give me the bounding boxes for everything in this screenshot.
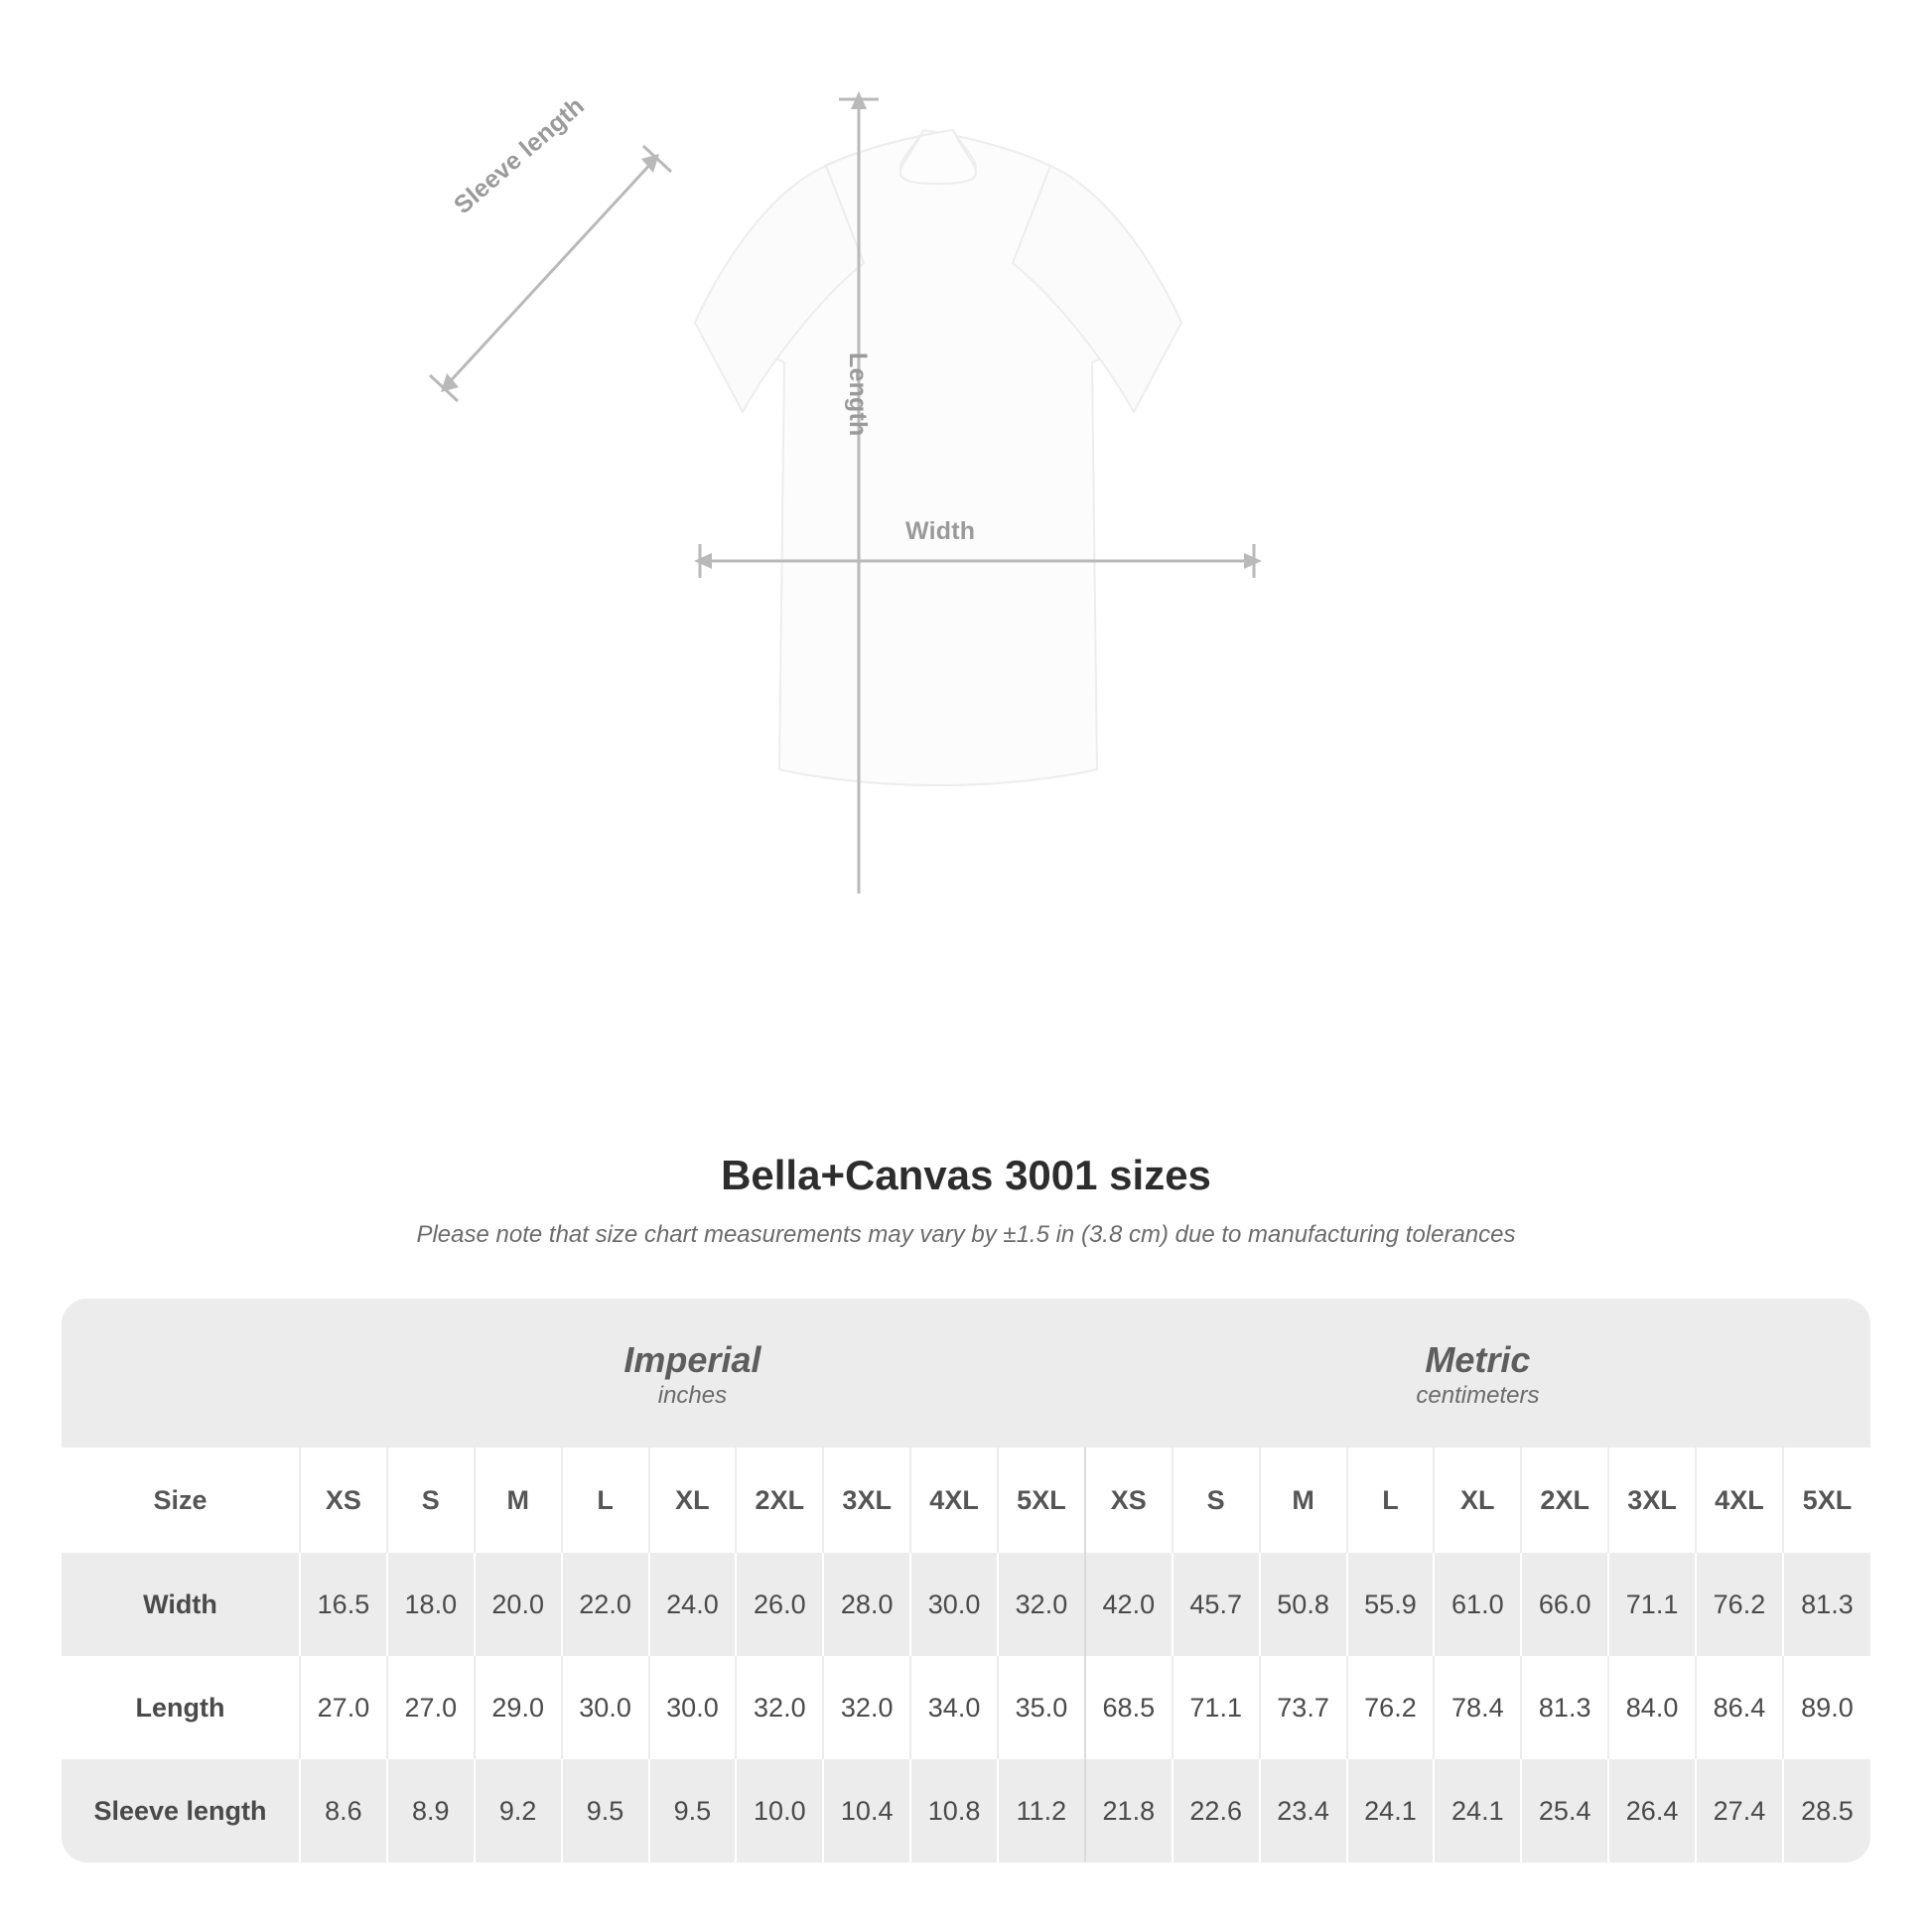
col-head-metric-l: L (1347, 1448, 1435, 1553)
col-head-imperial-l: L (562, 1448, 649, 1553)
cell-length-imperial-xl: 30.0 (649, 1656, 737, 1759)
cell-length-metric-xl: 78.4 (1434, 1656, 1521, 1759)
metric-system-label: Metric (1425, 1338, 1531, 1380)
cell-width-imperial-5xl: 32.0 (998, 1553, 1085, 1656)
cell-length-metric-l: 76.2 (1347, 1656, 1435, 1759)
cell-sleeve-imperial-4xl: 10.8 (910, 1759, 998, 1863)
cell-sleeve-metric-2xl: 25.4 (1521, 1759, 1608, 1863)
row-label-length: Length (62, 1656, 300, 1759)
col-head-metric-2xl: 2XL (1521, 1448, 1608, 1553)
cell-width-metric-4xl: 76.2 (1696, 1553, 1783, 1656)
cell-width-imperial-4xl: 30.0 (910, 1553, 998, 1656)
length-label: Length (844, 352, 872, 437)
tolerance-note: Please note that size chart measurements may vary by ±1.5 in (3.8 cm) due to manufacturing tolerances (416, 1221, 1516, 1248)
cell-sleeve-imperial-l: 9.5 (562, 1759, 649, 1863)
table-row (62, 1759, 1870, 1863)
col-head-imperial-s: S (387, 1448, 475, 1553)
cell-width-imperial-xl: 24.0 (649, 1553, 737, 1656)
cell-length-imperial-2xl: 32.0 (736, 1656, 823, 1759)
col-head-metric-xl: XL (1434, 1448, 1521, 1553)
size-chart-table (62, 1299, 1870, 1863)
metric-unit-label: centimeters (1416, 1381, 1540, 1409)
cell-width-metric-l: 55.9 (1347, 1553, 1435, 1656)
cell-width-metric-5xl: 81.3 (1783, 1553, 1870, 1656)
col-head-imperial-xl: XL (649, 1448, 737, 1553)
cell-width-imperial-3xl: 28.0 (823, 1553, 910, 1656)
cell-sleeve-imperial-3xl: 10.4 (823, 1759, 910, 1863)
cell-width-imperial-2xl: 26.0 (736, 1553, 823, 1656)
cell-sleeve-metric-4xl: 27.4 (1696, 1759, 1783, 1863)
cell-sleeve-metric-5xl: 28.5 (1783, 1759, 1870, 1863)
unit-header-imperial (300, 1299, 1085, 1448)
cell-length-metric-4xl: 86.4 (1696, 1656, 1783, 1759)
cell-length-metric-3xl: 84.0 (1608, 1656, 1696, 1759)
table-row (62, 1656, 1870, 1759)
cell-sleeve-imperial-m: 9.2 (475, 1759, 562, 1863)
cell-sleeve-metric-l: 24.1 (1347, 1759, 1435, 1863)
size-header-label: Size (62, 1448, 300, 1553)
cell-length-metric-s: 71.1 (1173, 1656, 1260, 1759)
unit-header-spacer (62, 1299, 300, 1448)
imperial-system-label: Imperial (623, 1338, 761, 1380)
cell-width-metric-xs: 42.0 (1085, 1553, 1173, 1656)
col-head-imperial-3xl: 3XL (823, 1448, 910, 1553)
col-head-imperial-5xl: 5XL (998, 1448, 1085, 1553)
unit-header-metric (1085, 1299, 1870, 1448)
cell-length-imperial-l: 30.0 (562, 1656, 649, 1759)
col-head-metric-3xl: 3XL (1608, 1448, 1696, 1553)
cell-length-imperial-xs: 27.0 (300, 1656, 387, 1759)
cell-length-imperial-s: 27.0 (387, 1656, 475, 1759)
sleeve-length-label: Sleeve length (449, 91, 590, 220)
col-head-imperial-m: M (475, 1448, 562, 1553)
cell-width-metric-2xl: 66.0 (1521, 1553, 1608, 1656)
cell-width-metric-xl: 61.0 (1434, 1553, 1521, 1656)
garment-illustration (0, 0, 1932, 894)
width-label: Width (905, 517, 976, 545)
cell-length-metric-xs: 68.5 (1085, 1656, 1173, 1759)
cell-sleeve-metric-s: 22.6 (1173, 1759, 1260, 1863)
cell-width-imperial-xs: 16.5 (300, 1553, 387, 1656)
cell-width-metric-m: 50.8 (1260, 1553, 1347, 1656)
cell-length-metric-2xl: 81.3 (1521, 1656, 1608, 1759)
col-head-metric-s: S (1173, 1448, 1260, 1553)
cell-length-metric-5xl: 89.0 (1783, 1656, 1870, 1759)
col-head-imperial-2xl: 2XL (736, 1448, 823, 1553)
col-head-metric-xs: XS (1085, 1448, 1173, 1553)
cell-sleeve-metric-xl: 24.1 (1434, 1759, 1521, 1863)
cell-sleeve-imperial-2xl: 10.0 (736, 1759, 823, 1863)
cell-sleeve-imperial-xs: 8.6 (300, 1759, 387, 1863)
cell-length-imperial-m: 29.0 (475, 1656, 562, 1759)
cell-length-imperial-5xl: 35.0 (998, 1656, 1085, 1759)
cell-width-metric-s: 45.7 (1173, 1553, 1260, 1656)
row-label-sleeve-length: Sleeve length (62, 1759, 300, 1863)
col-head-imperial-4xl: 4XL (910, 1448, 998, 1553)
page-title: Bella+Canvas 3001 sizes (721, 1152, 1211, 1198)
cell-width-metric-3xl: 71.1 (1608, 1553, 1696, 1656)
cell-sleeve-metric-3xl: 26.4 (1608, 1759, 1696, 1863)
cell-width-imperial-m: 20.0 (475, 1553, 562, 1656)
title-block (0, 1152, 1932, 1249)
imperial-unit-label: inches (657, 1381, 728, 1409)
cell-length-metric-m: 73.7 (1260, 1656, 1347, 1759)
cell-sleeve-imperial-5xl: 11.2 (998, 1759, 1085, 1863)
cell-sleeve-imperial-xl: 9.5 (649, 1759, 737, 1863)
cell-sleeve-metric-xs: 21.8 (1085, 1759, 1173, 1863)
measurement-guides (0, 0, 1932, 894)
col-head-metric-5xl: 5XL (1783, 1448, 1870, 1553)
col-head-metric-4xl: 4XL (1696, 1448, 1783, 1553)
cell-width-imperial-s: 18.0 (387, 1553, 475, 1656)
cell-sleeve-imperial-s: 8.9 (387, 1759, 475, 1863)
cell-length-imperial-3xl: 32.0 (823, 1656, 910, 1759)
size-header-row (62, 1448, 1870, 1553)
row-label-width: Width (62, 1553, 300, 1656)
unit-header-row (62, 1299, 1870, 1448)
cell-width-imperial-l: 22.0 (562, 1553, 649, 1656)
col-head-imperial-xs: XS (300, 1448, 387, 1553)
cell-sleeve-metric-m: 23.4 (1260, 1759, 1347, 1863)
table-row (62, 1553, 1870, 1656)
cell-length-imperial-4xl: 34.0 (910, 1656, 998, 1759)
col-head-metric-m: M (1260, 1448, 1347, 1553)
